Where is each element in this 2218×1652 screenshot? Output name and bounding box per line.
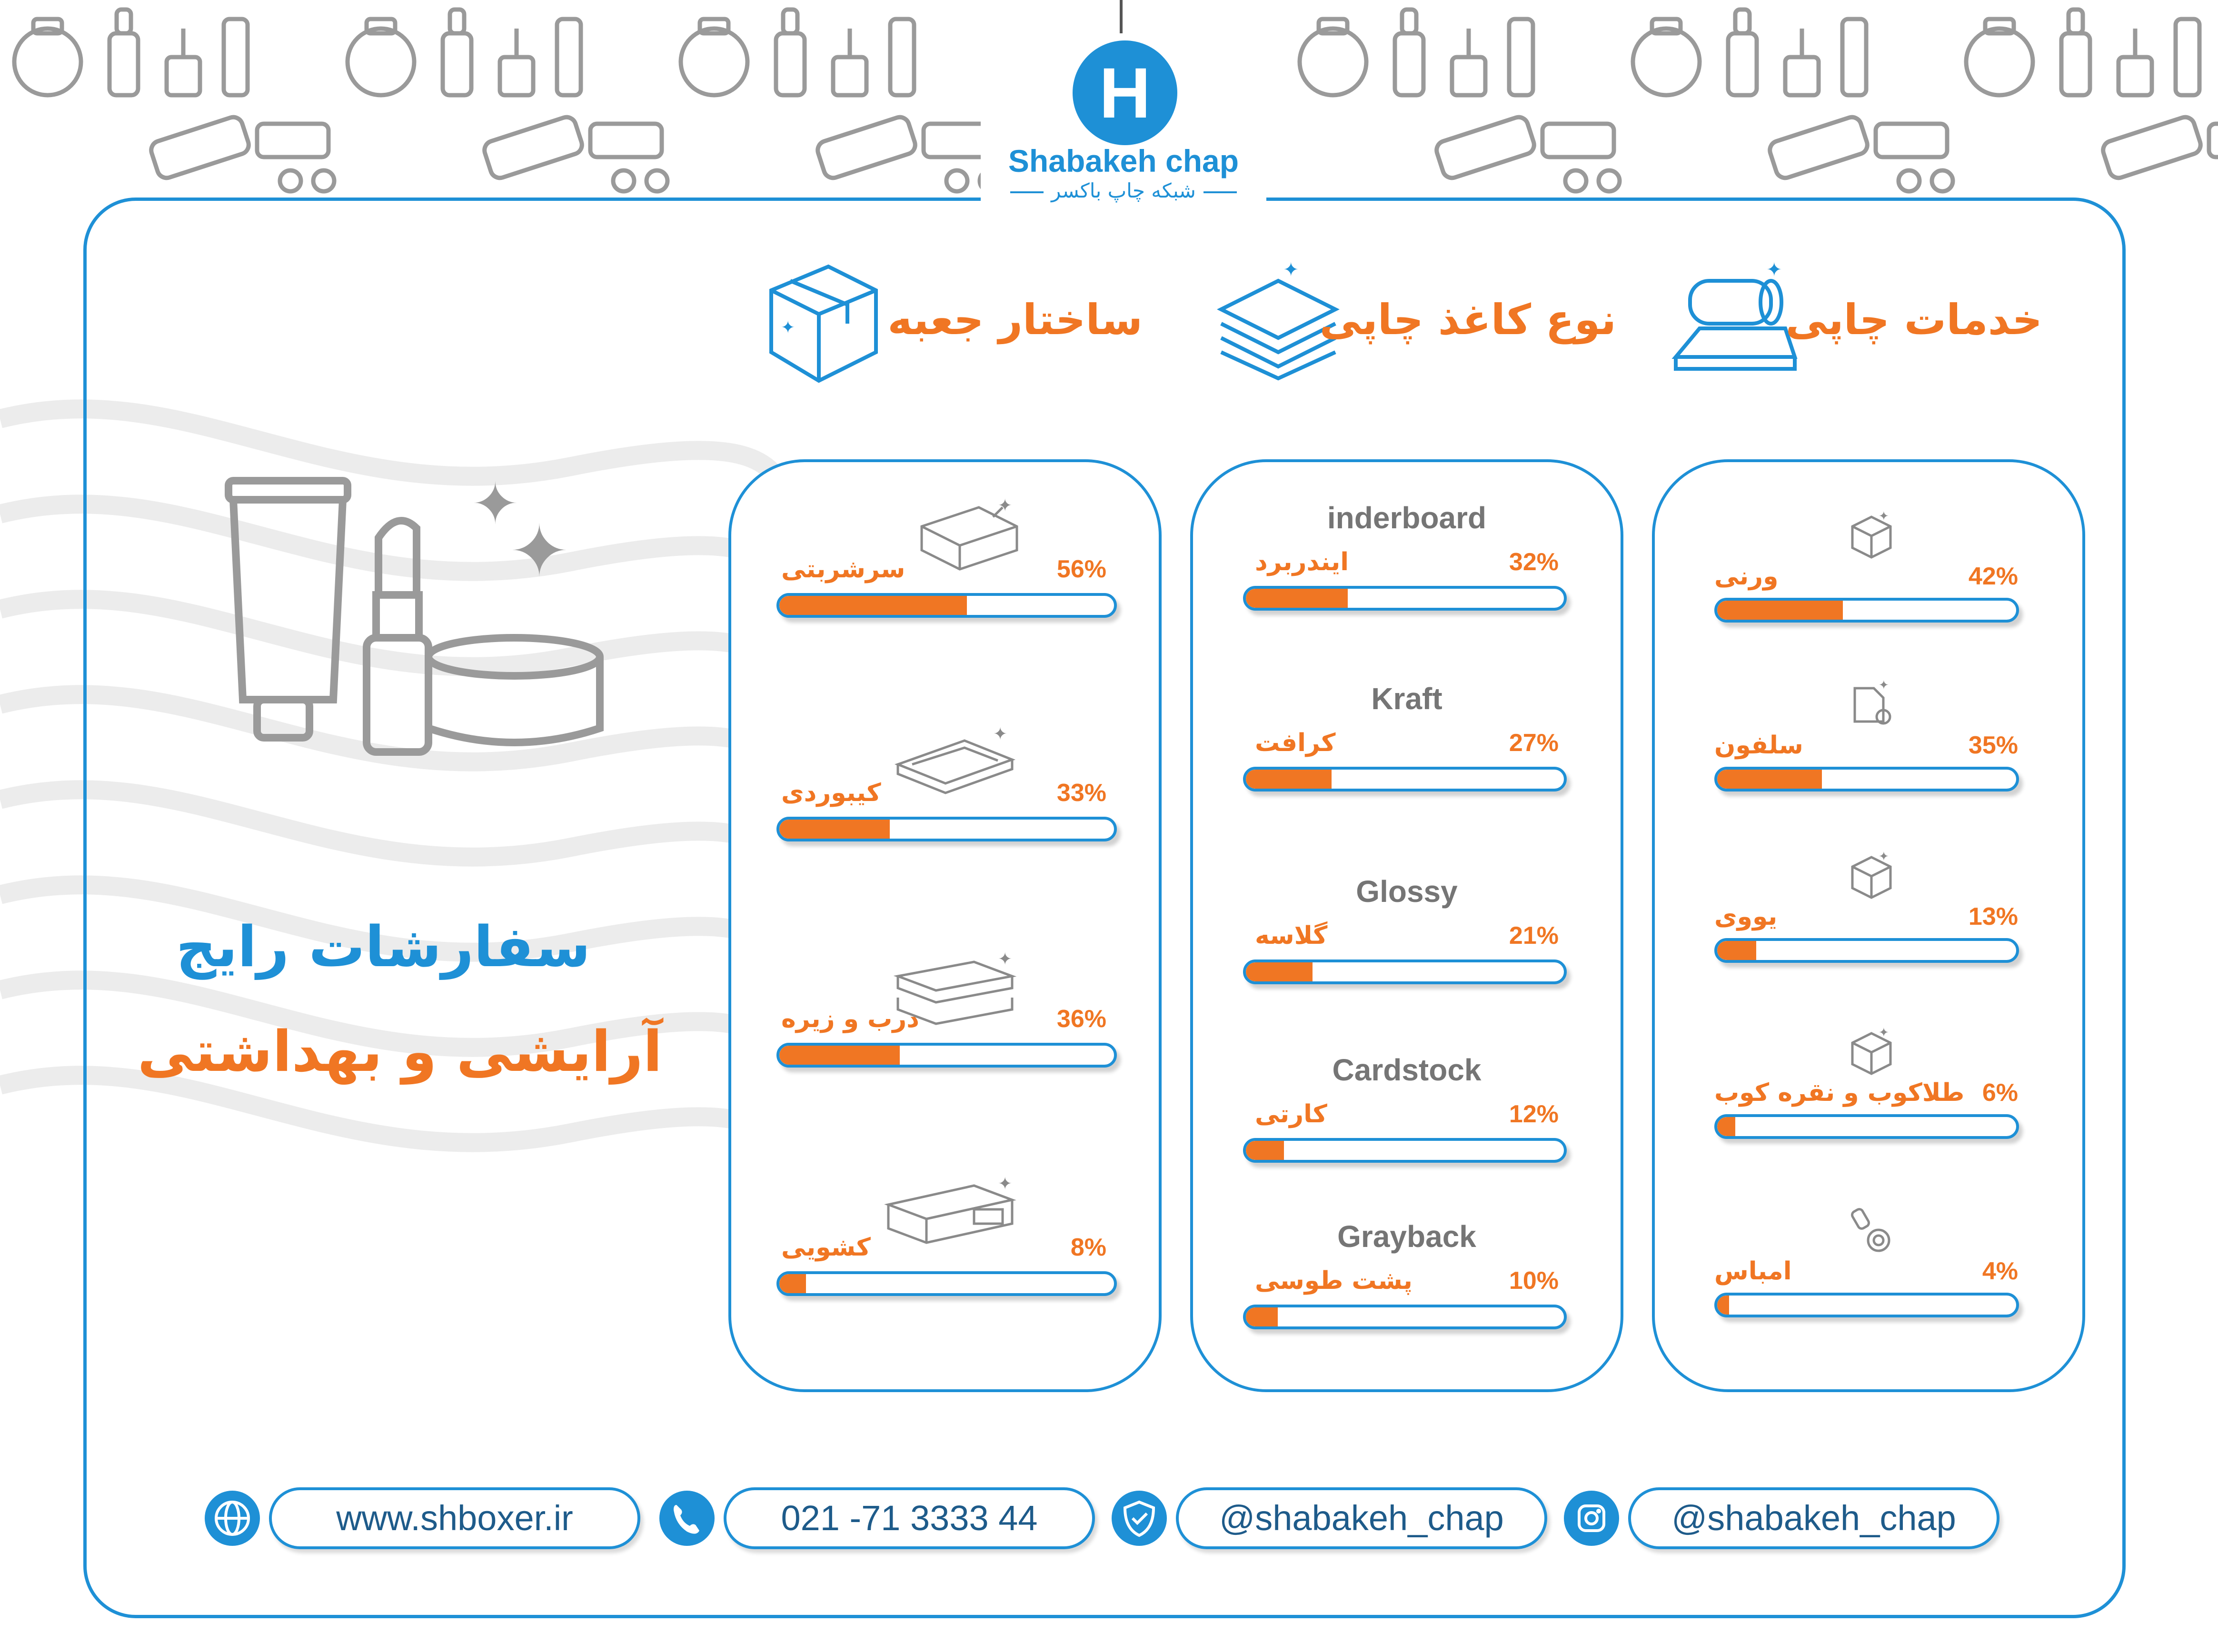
progress-bar xyxy=(1243,1138,1567,1163)
brand-name: Shabakeh chap xyxy=(1008,143,1239,178)
paper-type-english: inderboard xyxy=(1327,501,1487,535)
box-row xyxy=(731,948,1159,1138)
progress-bar-fill xyxy=(1246,589,1348,608)
progress-bar-fill xyxy=(1246,770,1332,789)
item-label: پشت طوسی xyxy=(1255,1266,1412,1295)
item-percent: 12% xyxy=(1509,1100,1559,1128)
item-percent: 21% xyxy=(1509,922,1559,950)
item-percent: 42% xyxy=(1968,563,2018,590)
svg-text:✦: ✦ xyxy=(1283,259,1299,281)
category-box-structure xyxy=(762,257,1143,362)
cube-icon xyxy=(1845,1026,1898,1080)
cream-jar-icon xyxy=(428,638,600,676)
svg-text:✦: ✦ xyxy=(998,1176,1013,1194)
svg-text:✦: ✦ xyxy=(509,510,569,593)
globe-icon xyxy=(205,1491,260,1546)
service-row xyxy=(1655,1205,2082,1347)
item-label: درب و زیره xyxy=(781,1005,919,1033)
item-label: یووی xyxy=(1714,902,1778,931)
item-label: کیبوردی xyxy=(781,779,881,807)
stamp-icon xyxy=(1845,1205,1898,1259)
progress-bar xyxy=(1714,1293,2019,1317)
progress-bar-fill xyxy=(779,820,890,839)
service-row xyxy=(1655,850,2082,993)
item-percent: 6% xyxy=(1982,1079,2018,1107)
progress-bar xyxy=(776,1043,1117,1068)
lipstick-icon xyxy=(367,638,428,752)
cosmetics-illustration xyxy=(214,471,619,776)
progress-bar-fill xyxy=(1246,962,1313,981)
item-percent: 32% xyxy=(1509,548,1559,576)
telegram-handle[interactable]: @shabakeh_chap xyxy=(1176,1487,1547,1549)
film-roll-icon xyxy=(1845,679,1898,733)
item-percent: 10% xyxy=(1509,1267,1559,1295)
paper-row xyxy=(1193,1052,1621,1195)
progress-bar xyxy=(1714,938,2019,963)
website-link[interactable]: www.shboxer.ir xyxy=(269,1487,640,1549)
panel-box-structures xyxy=(728,459,1162,1392)
contact-telegram[interactable] xyxy=(1112,1487,1550,1549)
paper-type-english: Glossy xyxy=(1356,874,1458,909)
item-percent: 4% xyxy=(1982,1257,2018,1285)
paper-row xyxy=(1193,1219,1621,1362)
progress-bar xyxy=(776,593,1117,618)
logo-hanger xyxy=(1120,0,1123,33)
drawer-box-icon xyxy=(879,1176,1022,1254)
logo-mark xyxy=(1073,40,1177,145)
progress-bar-fill xyxy=(1717,601,1843,620)
progress-bar-fill xyxy=(1717,1117,1735,1136)
service-row xyxy=(1655,679,2082,821)
contact-phone[interactable] xyxy=(659,1487,1097,1549)
item-percent: 36% xyxy=(1056,1005,1106,1033)
progress-bar-fill xyxy=(1717,941,1756,960)
progress-bar xyxy=(1243,767,1567,791)
box-row xyxy=(731,1176,1159,1366)
progress-bar-fill xyxy=(1246,1141,1284,1160)
item-percent: 33% xyxy=(1056,779,1106,807)
panel-paper-types xyxy=(1190,459,1623,1392)
progress-bar xyxy=(1243,1305,1567,1329)
category-box-structure-label: ساختار جعبه xyxy=(887,295,1143,344)
category-printing-services-label: خدمات چاپی xyxy=(1785,295,2042,344)
paper-row xyxy=(1193,500,1621,643)
service-row xyxy=(1655,1026,2082,1169)
tube-icon xyxy=(229,481,348,500)
svg-text:✦: ✦ xyxy=(781,318,796,337)
box-row xyxy=(731,722,1159,912)
logo-mark-letter: H xyxy=(1099,53,1151,133)
item-label: سلفون xyxy=(1714,731,1803,760)
keyboard-box-icon xyxy=(888,722,1022,800)
item-percent: 13% xyxy=(1968,903,2018,930)
item-percent: 35% xyxy=(1968,732,2018,759)
item-label: طلاکوب و نقره کوب xyxy=(1714,1078,1965,1107)
item-label: ورنی xyxy=(1714,562,1779,591)
shield-check-icon xyxy=(1112,1491,1167,1546)
item-percent: 56% xyxy=(1056,555,1106,583)
brand-subtitle: شبکه چاپ باکسر xyxy=(981,179,1266,202)
instagram-icon xyxy=(1564,1491,1619,1546)
svg-text:✦: ✦ xyxy=(993,724,1008,744)
svg-text:✦: ✦ xyxy=(1879,1026,1889,1040)
phone-number[interactable]: 021 -71 3333 44 xyxy=(724,1487,1095,1549)
progress-bar xyxy=(776,1271,1117,1296)
cube-icon xyxy=(1845,850,1898,904)
sleeve-box-icon xyxy=(912,498,1026,576)
item-label: ایندربرد xyxy=(1255,548,1349,576)
item-label: کرافت xyxy=(1255,729,1336,757)
paper-type-english: Kraft xyxy=(1371,682,1442,716)
contact-website[interactable] xyxy=(205,1487,643,1549)
svg-text:✦: ✦ xyxy=(998,950,1013,969)
progress-bar-fill xyxy=(1717,1296,1729,1315)
progress-bar xyxy=(1714,598,2019,623)
paper-row xyxy=(1193,681,1621,824)
box-row xyxy=(731,498,1159,688)
progress-bar-fill xyxy=(1717,770,1822,789)
printer-roll-icon xyxy=(1671,257,1800,381)
item-label: امباس xyxy=(1714,1257,1792,1286)
svg-text:✦: ✦ xyxy=(471,471,519,537)
progress-bar xyxy=(1714,767,2019,791)
heading-line-1: سفارشات رایج xyxy=(176,914,591,979)
item-label: کارتی xyxy=(1255,1100,1327,1128)
item-label: گلاسه xyxy=(1255,921,1328,950)
svg-text:✦: ✦ xyxy=(1766,259,1782,281)
contact-instagram[interactable] xyxy=(1564,1487,2002,1549)
item-label: سرشربتی xyxy=(781,555,905,584)
progress-bar xyxy=(776,817,1117,841)
progress-bar xyxy=(1243,586,1567,611)
item-percent: 8% xyxy=(1070,1234,1106,1261)
paper-type-english: Cardstock xyxy=(1332,1053,1482,1087)
service-row xyxy=(1655,510,2082,653)
heading-line-2: آرایشی و بهداشتی xyxy=(137,1019,663,1084)
panel-printing-services xyxy=(1652,459,2085,1392)
category-paper-type-label: نوع کاغذ چاپی xyxy=(1319,295,1616,344)
cube-icon xyxy=(1845,510,1898,564)
progress-bar-fill xyxy=(779,596,967,615)
category-paper-type xyxy=(1212,257,1616,362)
progress-bar xyxy=(1243,960,1567,984)
paper-row xyxy=(1193,874,1621,1017)
svg-text:✦: ✦ xyxy=(1879,679,1889,692)
progress-bar-fill xyxy=(779,1046,900,1065)
brand-logo xyxy=(981,0,1266,205)
item-label: کشویی xyxy=(781,1233,871,1262)
progress-bar xyxy=(1714,1114,2019,1139)
progress-bar-fill xyxy=(779,1274,806,1293)
item-percent: 27% xyxy=(1509,729,1559,757)
category-printing-services xyxy=(1671,257,2052,362)
svg-text:✦: ✦ xyxy=(1879,850,1889,864)
svg-text:✦: ✦ xyxy=(1879,510,1889,524)
box-icon xyxy=(762,257,885,386)
phone-icon xyxy=(659,1491,715,1546)
svg-text:✦: ✦ xyxy=(998,498,1013,515)
paper-type-english: Grayback xyxy=(1337,1219,1476,1254)
instagram-handle[interactable]: @shabakeh_chap xyxy=(1628,1487,1999,1549)
progress-bar-fill xyxy=(1246,1307,1278,1326)
